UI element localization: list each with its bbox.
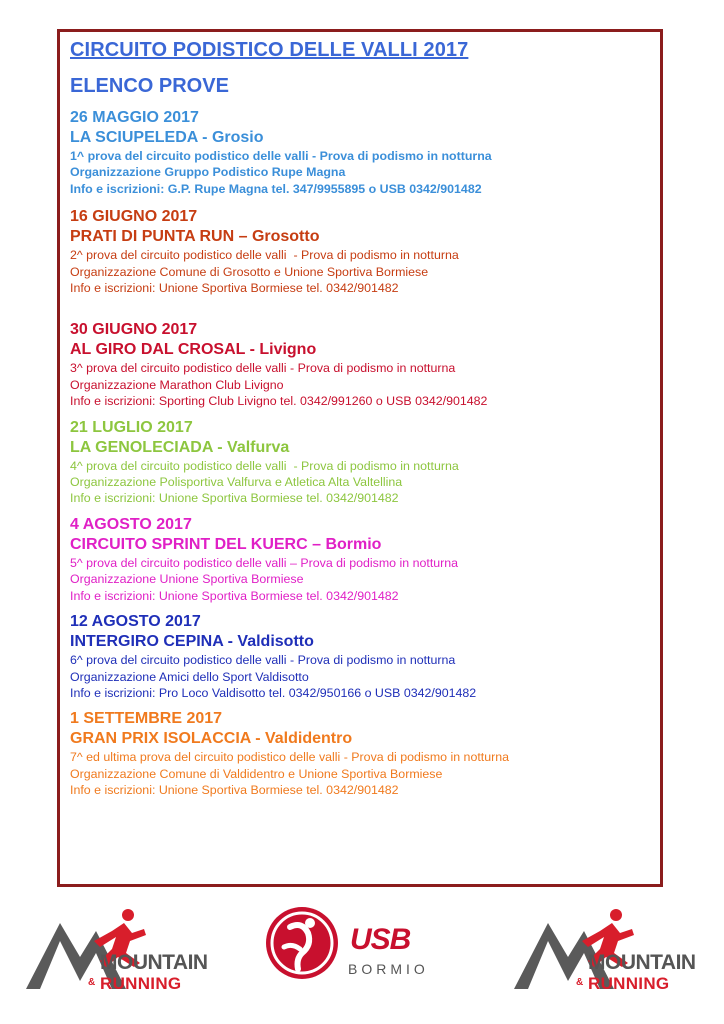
event-block [70,108,654,197]
logo-text-running: RUNNING [588,974,670,993]
event-title: LA SCIUPELEDA [70,129,198,146]
event-organizer: Organizzazione Gruppo Podistico Rupe Magna [70,165,346,180]
event-block [70,320,654,409]
event-info: Info e iscrizioni: Unione Sportiva Bormiese tel. 0342/901482 [70,588,399,603]
event-place: Grosio [211,129,264,146]
event-place: Valfurva [227,438,290,456]
event-description: 5^ prova del circuito podistico delle valli – Prova di podismo in notturna [70,555,459,570]
event-date: 16 GIUGNO 2017 [70,208,198,226]
event-info: Info e iscrizioni: G.P. Rupe Magna tel. 347/9955895 o USB 0342/901482 [70,181,482,196]
event-description: 3^ prova del circuito podistico delle valli - Prova di podismo in notturna [70,361,456,376]
usb-runner-icon [262,897,342,987]
mountain-running-logo-left [22,901,222,1001]
event-separator: – [307,535,326,553]
logo-text-mountain: MOUNTAIN [100,951,208,974]
event-title: LA GENOLECIADA [70,438,213,456]
event-info: Info e iscrizioni: Pro Loco Valdisotto tel. 0342/950166 o USB 0342/901482 [70,685,477,700]
event-separator: - [212,438,228,456]
event-date: 21 LUGLIO 2017 [70,418,193,436]
event-organizer: Organizzazione Comune di Valdidentro e Unione Sportiva Bormiese [70,766,443,781]
event-description: 2^ prova del circuito podistico delle valli - Prova di podismo in notturna [70,248,459,263]
event-info: Info e iscrizioni: Unione Sportiva Bormiese tel. 0342/901482 [70,491,399,506]
event-name [70,128,654,148]
event-block [70,612,654,701]
page-frame [57,29,663,887]
event-block [70,418,654,507]
event-title: CIRCUITO SPRINT DEL KUERC [70,535,308,553]
event-date: 4 AGOSTO 2017 [70,515,192,533]
sponsor-logos [0,895,724,1005]
event-separator: – [234,228,252,246]
usb-bormio-logo [262,897,462,997]
event-info: Info e iscrizioni: Unione Sportiva Bormiese tel. 0342/901482 [70,281,399,296]
event-organizer: Organizzazione Polisportiva Valfurva e Atletica Alta Valtellina [70,475,403,490]
event-place: Valdidentro [264,730,353,748]
page-title: CIRCUITO PODISTICO DELLE VALLI 2017 [70,39,469,61]
event-block [70,515,654,604]
event-separator: - [223,633,238,651]
event-info: Info e iscrizioni: Unione Sportiva Bormiese tel. 0342/901482 [70,783,399,798]
event-block [70,709,654,798]
event-separator: - [250,730,265,748]
event-description: 4^ prova del circuito podistico delle valli - Prova di podismo in notturna [70,458,459,473]
logo-text-amp: & [88,977,96,988]
event-title: PRATI DI PUNTA RUN [70,228,235,246]
event-description: 6^ prova del circuito podistico delle valli - Prova di podismo in notturna [70,653,456,668]
event-title: GRAN PRIX ISOLACCIA [70,730,251,748]
event-place: Grosotto [251,228,320,246]
event-name [70,227,654,247]
event-place: Livigno [259,341,317,359]
event-info: Info e iscrizioni: Sporting Club Livigno tel. 0342/991260 o USB 0342/901482 [70,394,488,409]
logo-text-mountain: MOUNTAIN [588,951,696,974]
event-description: 7^ ed ultima prova del circuito podistico delle valli - Prova di podismo in notturna [70,750,510,765]
event-organizer: Organizzazione Comune di Grosotto e Unione Sportiva Bormiese [70,264,429,279]
logo-text-bormio: BORMIO [348,961,429,977]
event-name [70,632,654,652]
event-separator: - [245,341,260,359]
event-organizer: Organizzazione Amici dello Sport Valdisotto [70,669,309,684]
event-organizer: Organizzazione Marathon Club Livigno [70,377,284,392]
event-description: 1^ prova del circuito podistico delle valli - Prova di podismo in notturna [70,149,492,163]
event-place: Valdisotto [237,633,314,651]
event-title: INTERGIRO CEPINA [70,633,224,651]
event-name [70,535,654,555]
event-name [70,438,654,458]
event-block [70,207,654,296]
event-name [70,729,654,749]
logo-text-amp: & [576,977,584,988]
page-subtitle: ELENCO PROVE [70,75,229,97]
event-title: AL GIRO DAL CROSAL [70,341,246,359]
event-organizer: Organizzazione Unione Sportiva Bormiese [70,572,304,587]
event-date: 30 GIUGNO 2017 [70,321,198,339]
event-separator: - [197,129,212,146]
logo-text-usb: USB [350,923,411,956]
logo-text-running: RUNNING [100,974,182,993]
event-date: 26 MAGGIO 2017 [70,109,199,126]
event-date: 1 SETTEMBRE 2017 [70,710,223,728]
event-place: Bormio [325,535,382,553]
mountain-running-logo-right [510,901,710,1001]
event-list [70,36,654,799]
event-date: 12 AGOSTO 2017 [70,613,201,631]
event-name [70,340,654,360]
